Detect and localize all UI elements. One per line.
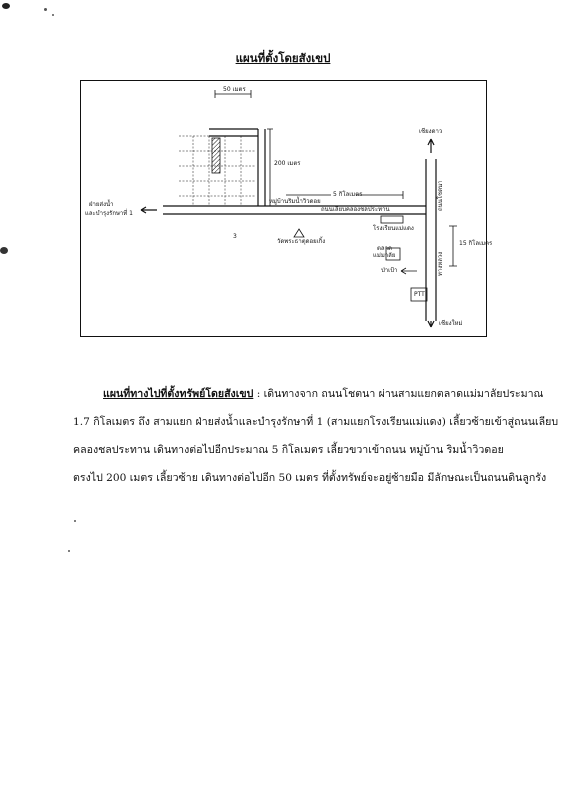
label-chiangmai: เชียงใหม่: [439, 320, 463, 327]
directions-line-1: [73, 380, 544, 408]
dim-200m: [267, 129, 273, 206]
label-canal-road: ถนนเลียบคลองชลประทาน: [321, 206, 390, 213]
map-drawing: [81, 81, 486, 336]
property-lane: [209, 129, 258, 136]
label-point: 3: [233, 233, 237, 240]
label-50m: 50 เมตร: [223, 86, 246, 93]
subject-property: [212, 138, 220, 173]
directions-text-1: : เดินทางจาก ถนนโชตนา ผ่านสามแยกตลาดแม่มาลัยประมาณ: [253, 388, 544, 400]
label-temple: วัดพระธาตุดอยเกิ้ง: [277, 238, 326, 245]
location-map: [80, 80, 493, 337]
label-water-office-1: ฝ่ายส่งน้ำ: [89, 201, 114, 208]
label-paepao: ป่าเป้า: [381, 267, 398, 274]
label-market-2: แม่มาลัย: [373, 252, 396, 259]
scan-speck: [0, 247, 8, 254]
map-title: แผนที่ตั้งโดยสังเขป: [235, 51, 331, 65]
label-chiangdao: เชียงดาว: [419, 128, 443, 135]
scan-speck: [2, 3, 10, 9]
dim-15km: [449, 226, 457, 266]
south-arrow: [428, 321, 434, 327]
scan-speck: [52, 14, 54, 16]
label-15km: 15 กิโลเมตร: [459, 240, 493, 247]
label-water-office-2: และบำรุงรักษาที่ 1: [85, 210, 133, 217]
directions-heading: แผนที่ทางไปที่ตั้งทรัพย์โดยสังเขป: [103, 388, 254, 400]
school-box: [381, 216, 403, 223]
scan-speck: [74, 520, 76, 522]
label-5km: 5 กิโลเมตร: [333, 191, 363, 198]
label-school: โรงเรียนแม่แดง: [373, 225, 414, 232]
market-arrow: [401, 268, 417, 274]
temple-symbol: [294, 229, 304, 237]
directions-line-3: คลองชลประทาน เดินทางต่อไปอีกประมาณ 5 กิโลเมตร เลี้ยวขวาเข้าถนน หมู่บ้าน ริมน้ำวิวดอย: [73, 444, 504, 456]
scan-speck: [68, 550, 70, 552]
directions-paragraph: [73, 380, 559, 492]
north-arrow: [428, 139, 434, 153]
label-highway: ทางหลวง: [437, 251, 444, 276]
scan-speck: [44, 8, 47, 11]
directions-line-2: 1.7 กิโลเมตร ถึง สามแยก ฝ่ายส่งน้ำและบำรุงรักษาที่ 1 (สามแยกโรงเรียนแม่แดง) เลี้ยวซ้ายเข้าสู่ถนนเลียบ: [73, 416, 559, 428]
label-road-chotana: ถนนโชตนา: [437, 180, 444, 211]
highway-road: [426, 159, 436, 321]
label-market-1: ตลาด: [377, 245, 392, 252]
left-arrow: [141, 207, 157, 213]
label-village: หมู่บ้านริมน้ำวิวดอย: [269, 198, 321, 205]
label-ptt: PTT: [414, 291, 425, 298]
directions-line-4: ตรงไป 200 เมตร เลี้ยวซ้าย เดินทางต่อไปอีก 50 เมตร ที่ตั้งทรัพย์จะอยู่ซ้ายมือ มีลักษณะเป็นถนนดินลูกรัง: [73, 472, 547, 484]
village-road: [258, 129, 265, 206]
label-200m: 200 เมตร: [274, 160, 301, 167]
